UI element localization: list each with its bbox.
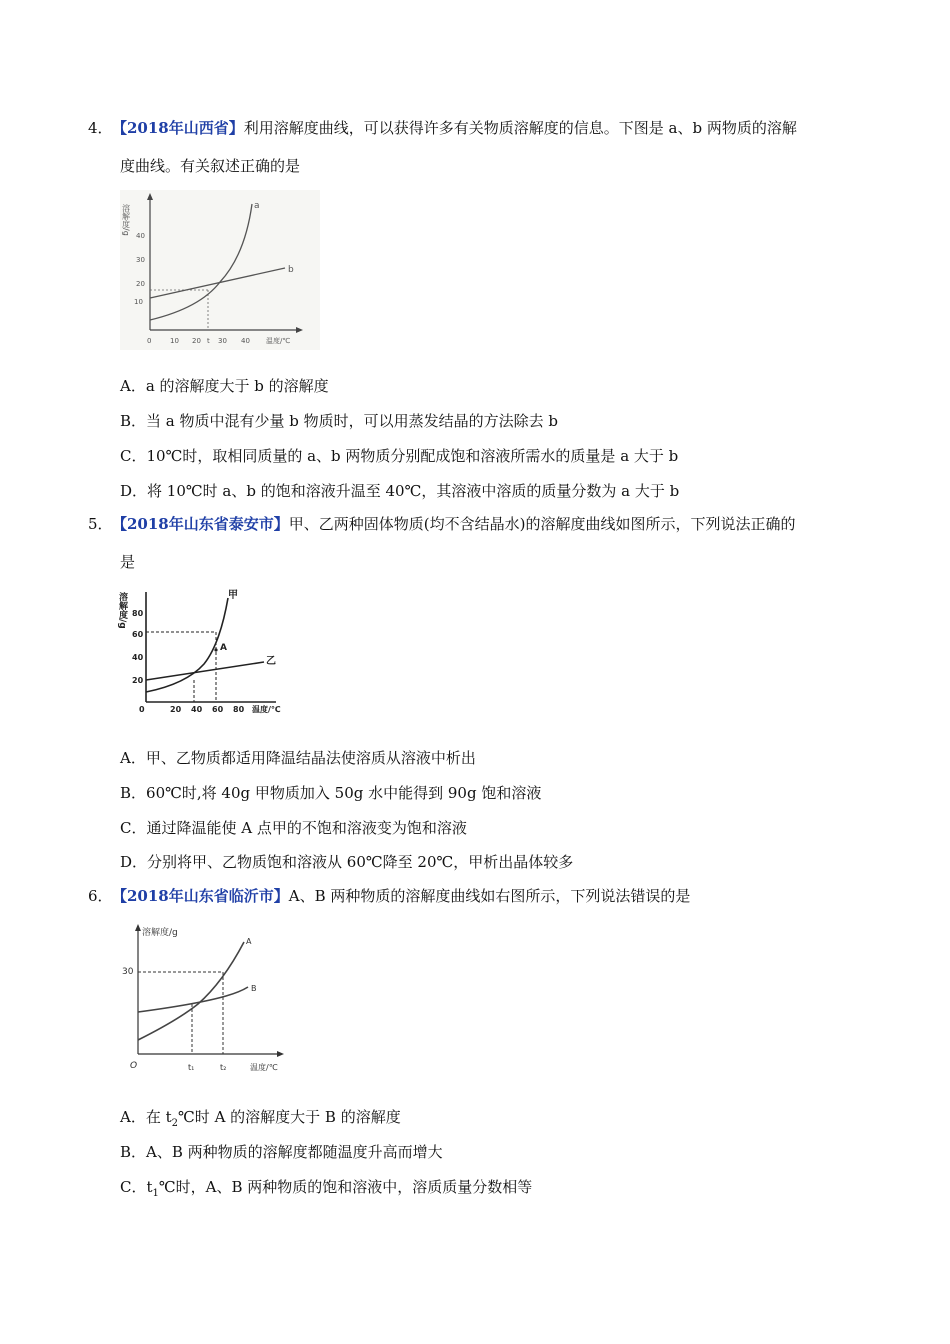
q6-xtick: t₁	[188, 1063, 195, 1072]
q6-number: 6．	[88, 887, 113, 905]
q5-solubility-chart	[116, 584, 300, 720]
q5-xtick: 20	[170, 705, 182, 714]
q6-xlabel: 温度/℃	[250, 1063, 278, 1072]
q5-ylabel: 溶解度/g	[117, 592, 127, 629]
q4-xtick: 30	[218, 337, 227, 345]
q5-point-a	[214, 648, 217, 651]
q6-ytick: 30	[122, 967, 134, 977]
q6-xtick: t₂	[220, 1063, 227, 1072]
q4-option-b: B．当 a 物质中混有少量 b 物质时，可以用蒸发结晶的方法除去 b	[120, 412, 559, 430]
q6-stem-line1	[112, 886, 690, 906]
q4-curve-label-b: b	[288, 265, 294, 275]
q4-source: 【2018年山西省】	[112, 119, 244, 137]
q5-xtick: 80	[233, 705, 245, 714]
q5-option-a: A．甲、乙物质都适用降温结晶法使溶质从溶液中析出	[120, 749, 476, 767]
q5-ytick: 40	[132, 653, 144, 662]
q4-curve-label-a: a	[254, 201, 260, 211]
q6-curve-label-a: A	[246, 937, 252, 946]
q4-xtick: 40	[241, 337, 250, 345]
q5-ytick: 20	[132, 676, 144, 685]
q4-option-c: C．10℃时，取相同质量的 a、b 两物质分别配成饱和溶液所需水的质量是 a 大于 b	[120, 447, 679, 465]
q4-option-d: D．将 10℃时 a、b 的饱和溶液升温至 40℃，其溶液中溶质的质量分数为 a 大于 b	[120, 482, 680, 500]
q5-source: 【2018年山东省泰安市】	[112, 515, 289, 533]
q5-stem-text1: 甲、乙两种固体物质(均不含结晶水)的溶解度曲线如图所示，下列说法正确的	[288, 515, 796, 533]
q5-xtick: 60	[212, 705, 224, 714]
q4-ytick: 30	[136, 256, 145, 264]
q5-option-b: B．60℃时,将 40g 甲物质加入 50g 水中能得到 90g 饱和溶液	[120, 784, 542, 802]
q5-ytick: 60	[132, 630, 144, 639]
q4-xtick: 10	[170, 337, 179, 345]
q6-curve-a	[138, 942, 244, 1040]
q4-xtick: t	[207, 337, 210, 345]
q4-solubility-chart	[120, 190, 320, 350]
q5-option-d: D．分别将甲、乙物质饱和溶液从 60℃降至 20℃，甲析出晶体较多	[120, 853, 574, 871]
q4-xtick: 20	[192, 337, 201, 345]
q6-source: 【2018年山东省临沂市】	[112, 887, 289, 905]
q6-option-c: C．$t_1℃$时，A、B 两种物质的饱和溶液中，溶质质量分数相等	[120, 1178, 533, 1199]
q5-xlabel: 温度/℃	[252, 705, 281, 714]
q4-stem-line1	[112, 118, 797, 138]
q6-stem-text1: A、B 两种物质的溶解度曲线如右图所示，下列说法错误的是	[288, 887, 691, 905]
q5-stem-line2: 是	[120, 553, 136, 571]
q5-curve-yi	[146, 662, 264, 680]
q5-point-a-label: A	[220, 643, 227, 653]
q6-option-a: A．在 $t_2℃$时 A 的溶解度大于 B 的溶解度	[120, 1108, 401, 1129]
q4-number: 4．	[88, 119, 113, 137]
q6-origin: O	[130, 1061, 138, 1071]
q5-option-c: C．通过降温能使 A 点甲的不饱和溶液变为饱和溶液	[120, 819, 467, 837]
q4-xlabel: 温度/℃	[266, 337, 291, 345]
q4-ytick: 20	[136, 280, 145, 288]
q4-stem-text1: 利用溶解度曲线，可以获得许多有关物质溶解度的信息。下图是 a、b 两物质的溶解	[243, 119, 797, 137]
q4-ylabel: 溶解度/g	[121, 204, 131, 236]
q4-option-a: A．a 的溶解度大于 b 的溶解度	[120, 377, 329, 395]
q5-xtick: 40	[191, 705, 203, 714]
q6-ylabel: 溶解度/g	[142, 928, 178, 938]
q4-ytick: 10	[134, 298, 143, 306]
q4-ytick: 40	[136, 232, 145, 240]
q5-origin: 0	[139, 705, 145, 714]
q5-curve-label-yi: 乙	[266, 656, 276, 667]
q5-number: 5．	[88, 515, 113, 533]
q5-curve-label-jia: 甲	[228, 590, 238, 601]
q4-origin: 0	[147, 337, 152, 345]
q6-solubility-chart	[118, 920, 298, 1076]
q4-stem-line2: 度曲线。有关叙述正确的是	[120, 157, 301, 175]
q5-ytick: 80	[132, 609, 144, 618]
q6-curve-label-b: B	[251, 984, 257, 993]
q6-option-b: B．A、B 两种物质的溶解度都随温度升高而增大	[120, 1143, 443, 1161]
q5-stem-line1	[112, 514, 795, 534]
